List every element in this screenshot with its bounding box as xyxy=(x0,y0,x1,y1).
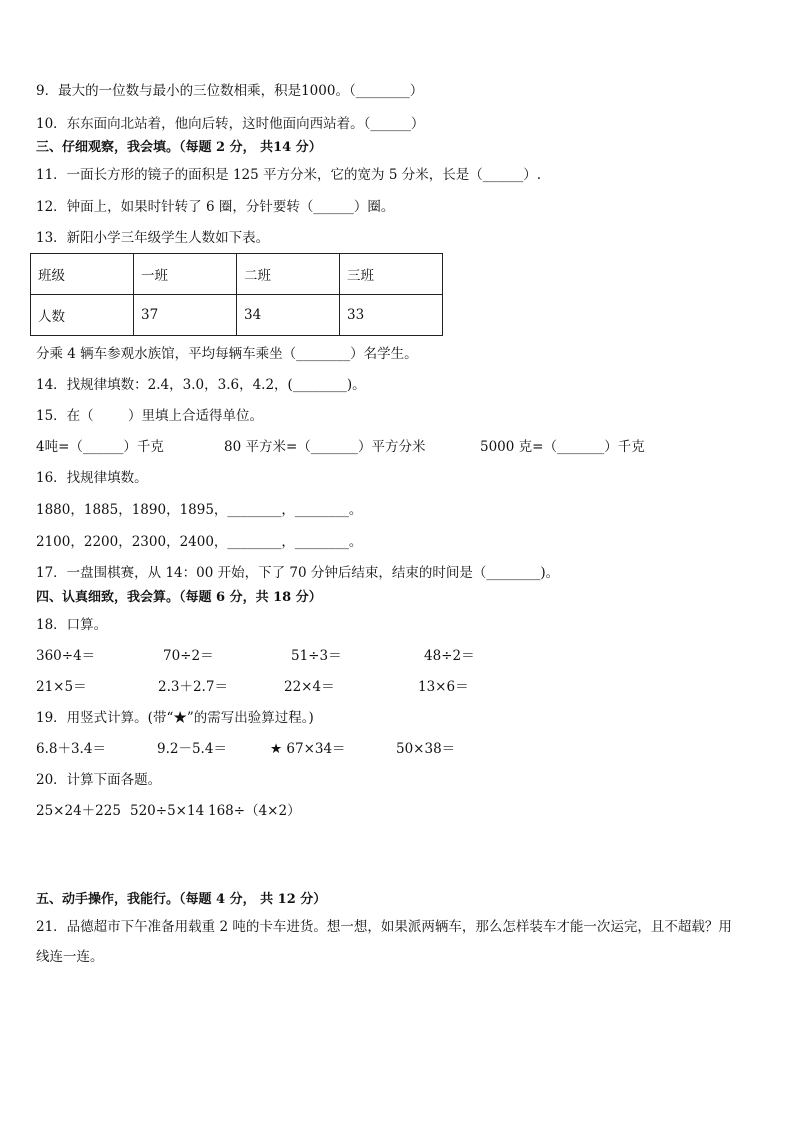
table-cell: 33 xyxy=(340,295,443,336)
table-cell: 一班 xyxy=(134,254,237,295)
question-21-continued: 线连一连。 xyxy=(36,949,104,965)
math-item: 50×38＝ xyxy=(396,741,456,757)
question-14: 14．找规律填数：2.4，3.0，3.6，4.2，(________)。 xyxy=(36,377,366,393)
question-13: 13．新阳小学三年级学生人数如下表。 xyxy=(36,230,270,246)
math-item: 2.3＋2.7＝ xyxy=(158,679,228,695)
math-item: 13×6＝ xyxy=(418,679,469,695)
question-10: 10．东东面向北站着，他向后转，这时他面向西站着。（______） xyxy=(36,116,425,132)
table-row xyxy=(31,295,443,336)
question-13-continued: 分乘 4 辆车参观水族馆，平均每辆车乘坐（________）名学生。 xyxy=(36,346,418,362)
math-item: 6.8＋3.4＝ xyxy=(36,741,106,757)
question-17: 17．一盘围棋赛，从 14：00 开始，下了 70 分钟后结束，结束的时间是（________)。 xyxy=(36,565,560,581)
table-cell: 34 xyxy=(237,295,340,336)
question-9: 9．最大的一位数与最小的三位数相乘，积是1000。（________） xyxy=(36,83,424,99)
math-item: 25×24＋225 xyxy=(36,803,121,819)
section-4-heading: 四、认真细致，我会算。（每题 6 分，共 18 分） xyxy=(36,590,322,605)
math-item: 48÷2＝ xyxy=(424,648,475,664)
mental-math-row-1 xyxy=(36,647,776,665)
math-item: 9.2－5.4＝ xyxy=(157,741,227,757)
class-size-table xyxy=(30,253,443,336)
question-15-items xyxy=(36,438,776,456)
vertical-calc-row xyxy=(36,740,776,758)
question-16: 16．找规律填数。 xyxy=(36,470,148,486)
math-item: ★ 67×34＝ xyxy=(270,741,346,757)
table-header-row xyxy=(31,254,443,295)
table-cell: 三班 xyxy=(340,254,443,295)
math-item: 168÷（4×2） xyxy=(208,803,301,819)
unit-blank-item: 5000 克=（_______）千克 xyxy=(480,439,645,455)
math-item: 21×5＝ xyxy=(36,679,87,695)
question-21: 21．品德超市下午准备用载重 2 吨的卡车进货。想一想，如果派两辆车，那么怎样装车才能一次运完，且不超载？用 xyxy=(36,919,732,935)
math-item: 360÷4＝ xyxy=(36,648,96,664)
question-15: 15．在（ ）里填上合适得单位。 xyxy=(36,408,264,424)
question-11: 11．一面长方形的镜子的面积是 125 平方分米，它的宽为 5 分米，长是（______）. xyxy=(36,167,541,183)
question-12: 12．钟面上，如果时针转了 6 圈，分针要转（______）圈。 xyxy=(36,199,395,215)
table-cell: 班级 xyxy=(31,254,134,295)
unit-blank-item: 80 平方米=（_______）平方分米 xyxy=(224,439,426,455)
question-18: 18．口算。 xyxy=(36,617,108,633)
sequence-2: 2100，2200，2300，2400，________，________。 xyxy=(36,534,363,550)
table-cell: 人数 xyxy=(31,295,134,336)
math-item: 22×4＝ xyxy=(284,679,335,695)
sequence-1: 1880，1885，1890，1895，________，________。 xyxy=(36,502,363,518)
table-cell: 二班 xyxy=(237,254,340,295)
mental-math-row-2 xyxy=(36,678,776,696)
math-item: 520÷5×14 xyxy=(130,803,205,819)
table-cell: 37 xyxy=(134,295,237,336)
question-20: 20．计算下面各题。 xyxy=(36,772,162,788)
section-3-heading: 三、仔细观察，我会填。（每题 2 分， 共14 分） xyxy=(36,140,322,155)
question-19: 19．用竖式计算。(带“★”的需写出验算过程。) xyxy=(36,710,314,726)
unit-blank-item: 4吨=（______）千克 xyxy=(36,439,164,455)
calculation-row xyxy=(36,802,776,820)
section-5-heading: 五、动手操作，我能行。（每题 4 分， 共 12 分） xyxy=(36,892,327,907)
math-item: 70÷2＝ xyxy=(163,648,214,664)
math-item: 51÷3＝ xyxy=(291,648,342,664)
